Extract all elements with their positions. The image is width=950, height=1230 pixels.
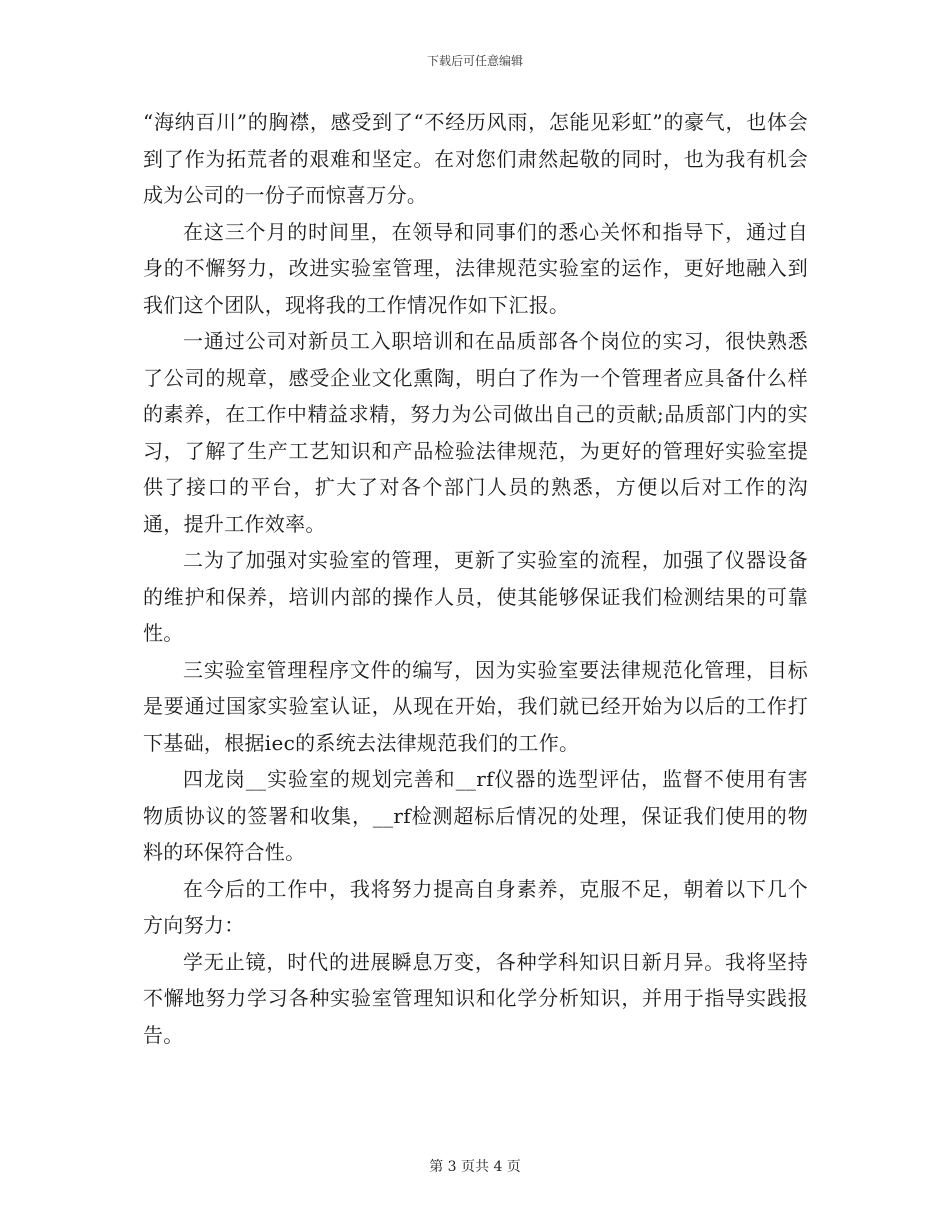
paragraph-3: 一通过公司对新员工入职培训和在品质部各个岗位的实习，很快熟悉了公司的规章，感受企业文化熏陶，明白了作为一个管理者应具备什么样的素养，在工作中精益求精，努力为公司做出自己的贡献;品质部门内的实习，了解了生产工艺知识和产品检验法律规范，为更好的管理好实验室提供了接口的平台，扩大了对各个部门人员的熟悉，方便以后对工作的沟通，提升工作效率。 [143, 329, 808, 536]
paragraph-7: 在今后的工作中，我将努力提高自身素养，克服不足，朝着以下几个方向努力： [143, 876, 808, 937]
document-body [143, 104, 808, 1053]
paragraph-6: 四龙岗__实验室的规划完善和__rf仪器的选型评估，监督不使用有害物质协议的签署和收集，__rf检测超标后情况的处理，保证我们使用的物料的环保符合性。 [143, 767, 808, 864]
paragraph-2: 在这三个月的时间里，在领导和同事们的悉心关怀和指导下，通过自身的不懈努力，改进实验室管理，法律规范实验室的运作，更好地融入到我们这个团队，现将我的工作情况作如下汇报。 [143, 219, 808, 317]
page-number-footer: 第 3 页共 4 页 [429, 1159, 521, 1175]
paragraph-5: 三实验室管理程序文件的编写，因为实验室要法律规范化管理，目标是要通过国家实验室认证，从现在开始，我们就已经开始为以后的工作打下基础，根据iec的系统去法律规范我们的工作。 [143, 657, 808, 755]
paragraph-1: “海纳百川”的胸襟，感受到了“不经历风雨，怎能见彩虹”的豪气，也体会到了作为拓荒者的艰难和坚定。在对您们肃然起敬的同时，也为我有机会成为公司的一份子而惊喜万分。 [143, 110, 808, 207]
page-header: 下载后可任意编辑 [426, 54, 523, 68]
paragraph-4: 二为了加强对实验室的管理，更新了实验室的流程，加强了仪器设备的维护和保养，培训内部的操作人员，使其能够保证我们检测结果的可靠性。 [143, 548, 808, 645]
paragraph-8: 学无止镜，时代的进展瞬息万变，各种学科知识日新月异。我将坚持不懈地努力学习各种实验室管理知识和化学分析知识，并用于指导实践报告。 [143, 949, 808, 1047]
